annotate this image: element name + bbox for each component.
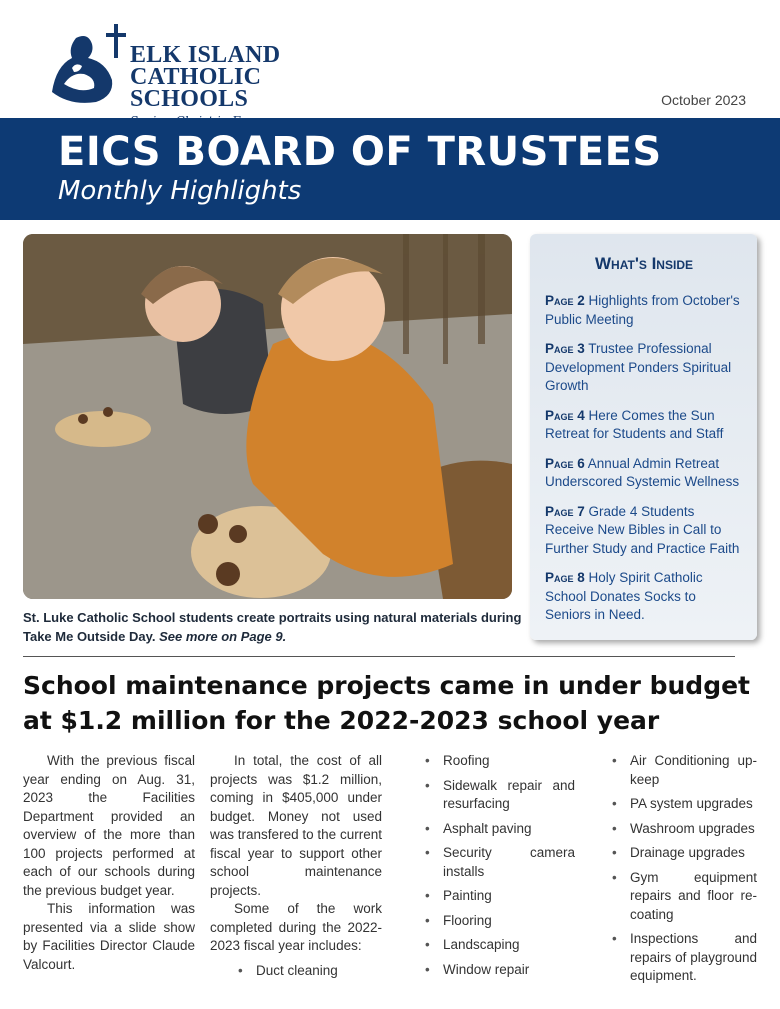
toc-item[interactable]	[545, 340, 743, 396]
toc-item[interactable]	[545, 455, 743, 492]
title-banner	[0, 118, 780, 220]
toc-text: Trustee Professional Development Ponders Spiritual Growth	[545, 341, 732, 393]
photo-caption	[23, 608, 523, 646]
list-item: • PA system upgrades	[612, 795, 757, 814]
toc-text: Grade 4 Students Receive New Bibles in Call to Further Study and Practice Faith	[545, 503, 740, 556]
list-item: • Duct cleaning	[210, 962, 382, 981]
list-item: • Painting	[425, 887, 575, 906]
logo-line1: ELK ISLAND	[130, 42, 281, 68]
toc-page: Page 7	[545, 503, 585, 519]
list-item: • Air Conditioning up-keep	[612, 752, 757, 789]
list-item: • Washroom upgrades	[612, 820, 757, 839]
list-item: • Flooring	[425, 912, 575, 931]
article-column-1	[23, 752, 195, 974]
toc-item[interactable]	[545, 407, 743, 444]
logo-line2: CATHOLIC SCHOOLS	[130, 64, 262, 112]
eics-logo	[50, 22, 370, 112]
article-paragraph: In total, the cost of all projects was $1.2 million, coming in $405,000 under budget. Money not used was transfered to the current fiscal year to support other school maintenance projects.	[210, 753, 382, 898]
toc-page: Page 3	[545, 341, 585, 356]
banner-subtitle: Monthly Highlights	[58, 176, 302, 206]
issue-date: October 2023	[661, 92, 746, 108]
list-item: • Asphalt paving	[425, 820, 575, 839]
section-divider	[23, 656, 735, 657]
toc-text: Holy Spirit Catholic School Donates Socks to Seniors in Need.	[545, 570, 703, 622]
article-paragraph: This information was presented via a slide show by Facilities Director Claude Valcourt.	[23, 901, 195, 972]
list-item: • Gym equipment repairs and floor re-coating	[612, 869, 757, 925]
toc-text: Highlights from October's Public Meeting	[545, 293, 740, 327]
list-item: • Landscaping	[425, 936, 575, 955]
whats-inside-sidebar	[530, 234, 757, 640]
mother-child-cross-icon	[50, 22, 130, 106]
list-item: • Security camera installs	[425, 844, 575, 881]
article-paragraph: Some of the work completed during the 2022-2023 fiscal year includes:	[210, 901, 382, 953]
toc-item[interactable]	[545, 569, 743, 625]
list-item: • Window repair	[425, 961, 575, 980]
article-paragraph: With the previous fiscal year ending on Aug. 31, 2023 the Facilities Department provided an overview of the more than 100 projects performed at each of our schools during the previous budget year.	[23, 753, 195, 898]
work-list	[612, 752, 757, 986]
caption-text: St. Luke Catholic School students create portraits using natural materials during Take Me Outside Day.	[23, 610, 522, 644]
work-list	[425, 752, 575, 979]
toc-item[interactable]	[545, 503, 743, 559]
toc-page: Page 4	[545, 407, 585, 423]
list-item: • Roofing	[425, 752, 575, 771]
list-item: • Drainage upgrades	[612, 844, 757, 863]
sidebar-title: What's Inside	[595, 254, 693, 273]
caption-page-reference: See more on Page 9.	[159, 629, 287, 644]
children-pinecones-photo	[23, 234, 512, 599]
work-list	[210, 962, 382, 981]
banner-title: EICS BOARD OF TRUSTEES	[58, 129, 662, 175]
article-headline: School maintenance projects came in under budget at $1.2 million for the 2022-2023 school year	[23, 671, 751, 735]
toc-item[interactable]	[545, 292, 743, 329]
list-item: • Inspections and repairs of playground equipment.	[612, 930, 757, 986]
article-column-2	[210, 752, 382, 986]
toc-text: Annual Admin Retreat Underscored Systemic Wellness	[545, 455, 740, 489]
toc-text: Here Comes the Sun Retreat for Students and Staff	[545, 407, 724, 441]
feature-photo	[23, 234, 512, 599]
article-column-4	[612, 752, 757, 992]
toc-page: Page 8	[545, 570, 585, 585]
list-item: • Sidewalk repair and resurfacing	[425, 777, 575, 814]
toc-page: Page 2	[545, 293, 585, 308]
toc-page: Page 6	[545, 455, 585, 471]
article-column-3	[425, 752, 575, 985]
